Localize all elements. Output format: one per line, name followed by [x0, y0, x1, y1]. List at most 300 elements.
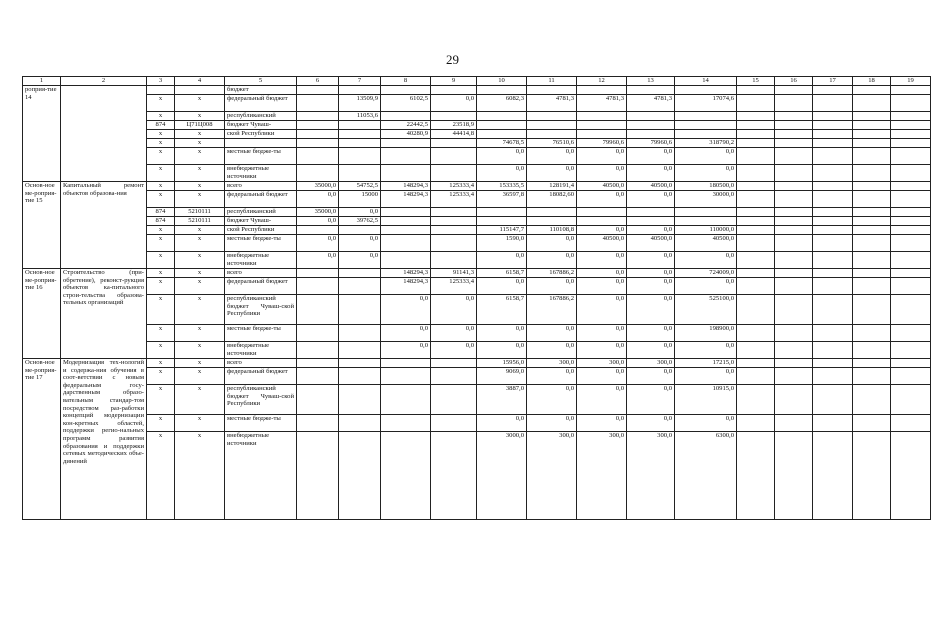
amount-cell: 3887,0 [477, 385, 527, 415]
amount-cell: 79960,6 [627, 139, 675, 148]
funding-source: внебюджетные источники [225, 342, 297, 359]
empty-cell [737, 182, 775, 191]
grbs-code: x [147, 342, 175, 359]
empty-cell [737, 191, 775, 208]
amount-cell: 0,0 [577, 226, 627, 235]
amount-cell: 110108,8 [527, 226, 577, 235]
empty-cell [813, 86, 853, 95]
amount-cell [297, 342, 339, 359]
amount-cell [577, 130, 627, 139]
empty-cell [891, 368, 931, 385]
activity-name: Основ-ное ме-роприя-тие 17 [23, 359, 61, 520]
empty-cell [813, 415, 853, 432]
empty-cell [891, 432, 931, 520]
empty-cell [891, 359, 931, 368]
amount-cell [431, 148, 477, 165]
amount-cell: 0,0 [431, 295, 477, 325]
column-number: 9 [431, 77, 477, 86]
amount-cell: 0,0 [527, 278, 577, 295]
funding-source: ской Республики [225, 130, 297, 139]
empty-cell [891, 121, 931, 130]
funding-source: внебюджетные источники [225, 165, 297, 182]
amount-cell: 13509,9 [339, 95, 381, 112]
empty-cell [737, 121, 775, 130]
table-row [23, 112, 931, 121]
target-article-code: x [175, 226, 225, 235]
empty-cell [737, 368, 775, 385]
target-article-code: x [175, 432, 225, 520]
amount-cell: 0,0 [675, 342, 737, 359]
table-row [23, 165, 931, 182]
funding-source: бюджет [225, 86, 297, 95]
amount-cell [675, 86, 737, 95]
amount-cell: 0,0 [577, 415, 627, 432]
amount-cell: 0,0 [431, 325, 477, 342]
amount-cell: 23518,9 [431, 121, 477, 130]
amount-cell: 0,0 [431, 95, 477, 112]
amount-cell: 0,0 [577, 252, 627, 269]
grbs-code: x [147, 325, 175, 342]
amount-cell: 40500,0 [577, 182, 627, 191]
empty-cell [813, 295, 853, 325]
amount-cell [339, 325, 381, 342]
amount-cell [577, 208, 627, 217]
table-row [23, 295, 931, 325]
empty-cell [737, 269, 775, 278]
amount-cell [339, 278, 381, 295]
target-article-code: x [175, 130, 225, 139]
empty-cell [853, 269, 891, 278]
amount-cell: 0,0 [527, 385, 577, 415]
target-article-code: x [175, 342, 225, 359]
target-article-code: x [175, 112, 225, 121]
amount-cell: 0,0 [431, 342, 477, 359]
amount-cell [477, 130, 527, 139]
funding-source: внебюджетные источники [225, 252, 297, 269]
amount-cell: 300,0 [627, 432, 675, 520]
amount-cell [297, 226, 339, 235]
empty-cell [737, 165, 775, 182]
empty-cell [737, 432, 775, 520]
grbs-code: 874 [147, 208, 175, 217]
column-number: 13 [627, 77, 675, 86]
amount-cell: 125333,4 [431, 191, 477, 208]
amount-cell: 198900,0 [675, 325, 737, 342]
target-article-code: 5210111 [175, 217, 225, 226]
amount-cell: 0,0 [527, 368, 577, 385]
empty-cell [737, 278, 775, 295]
amount-cell: 40500,0 [627, 235, 675, 252]
amount-cell: 6300,0 [675, 432, 737, 520]
amount-cell [675, 121, 737, 130]
amount-cell [381, 208, 431, 217]
empty-cell [891, 217, 931, 226]
column-number: 18 [853, 77, 891, 86]
amount-cell: 0,0 [477, 325, 527, 342]
grbs-code: x [147, 278, 175, 295]
empty-cell [853, 112, 891, 121]
amount-cell: 525100,0 [675, 295, 737, 325]
table-row [23, 415, 931, 432]
activity-description: Строительство (при-обретение), реконст-рукция объектов ка-питального строи-тельства образова-тельных организаций [61, 269, 147, 359]
column-number: 16 [775, 77, 813, 86]
grbs-code: x [147, 165, 175, 182]
amount-cell [339, 342, 381, 359]
column-number: 15 [737, 77, 775, 86]
empty-cell [737, 130, 775, 139]
amount-cell: 0,0 [527, 342, 577, 359]
target-article-code: x [175, 295, 225, 325]
amount-cell [675, 217, 737, 226]
funding-source: местные бюдже-ты [225, 415, 297, 432]
amount-cell [297, 112, 339, 121]
amount-cell [297, 385, 339, 415]
amount-cell [297, 130, 339, 139]
empty-cell [737, 359, 775, 368]
amount-cell: 0,0 [577, 278, 627, 295]
column-number: 2 [61, 77, 147, 86]
amount-cell: 0,0 [477, 148, 527, 165]
funding-source: федеральный бюджет [225, 95, 297, 112]
amount-cell [627, 112, 675, 121]
empty-cell [737, 385, 775, 415]
amount-cell: 0,0 [339, 208, 381, 217]
amount-cell: 0,0 [297, 252, 339, 269]
funding-source: республиканский бюджет Чуваш-ской Республики [225, 385, 297, 415]
empty-cell [737, 208, 775, 217]
amount-cell: 0,0 [477, 252, 527, 269]
amount-cell [527, 112, 577, 121]
amount-cell [297, 295, 339, 325]
amount-cell: 74678,5 [477, 139, 527, 148]
amount-cell [381, 368, 431, 385]
grbs-code: x [147, 182, 175, 191]
amount-cell: 318790,2 [675, 139, 737, 148]
empty-cell [891, 295, 931, 325]
empty-cell [813, 165, 853, 182]
target-article-code: x [175, 191, 225, 208]
table-row [23, 325, 931, 342]
amount-cell: 0,0 [577, 295, 627, 325]
amount-cell: 153335,5 [477, 182, 527, 191]
amount-cell: 0,0 [527, 252, 577, 269]
amount-cell [477, 112, 527, 121]
empty-cell [853, 226, 891, 235]
grbs-code: x [147, 191, 175, 208]
amount-cell: 54752,5 [339, 182, 381, 191]
amount-cell [381, 148, 431, 165]
amount-cell: 4781,3 [527, 95, 577, 112]
amount-cell: 0,0 [627, 269, 675, 278]
empty-cell [737, 415, 775, 432]
amount-cell: 6082,3 [477, 95, 527, 112]
target-article-code: x [175, 139, 225, 148]
empty-cell [891, 278, 931, 295]
funding-source: местные бюдже-ты [225, 325, 297, 342]
activity-description [61, 86, 147, 182]
amount-cell [577, 121, 627, 130]
grbs-code: x [147, 148, 175, 165]
grbs-code: x [147, 139, 175, 148]
amount-cell [627, 130, 675, 139]
empty-cell [891, 148, 931, 165]
funding-source: местные бюдже-ты [225, 235, 297, 252]
grbs-code [147, 86, 175, 95]
amount-cell: 0,0 [527, 235, 577, 252]
funding-source: федеральный бюджет [225, 191, 297, 208]
amount-cell: 0,0 [477, 165, 527, 182]
grbs-code: x [147, 95, 175, 112]
empty-cell [891, 165, 931, 182]
empty-cell [775, 252, 813, 269]
amount-cell: 6158,7 [477, 269, 527, 278]
target-article-code: x [175, 368, 225, 385]
empty-cell [775, 295, 813, 325]
amount-cell: 0,0 [577, 269, 627, 278]
amount-cell: 0,0 [675, 148, 737, 165]
amount-cell [297, 278, 339, 295]
page-number: 29 [446, 52, 459, 67]
amount-cell [381, 226, 431, 235]
column-number: 1 [23, 77, 61, 86]
grbs-code: x [147, 252, 175, 269]
column-number: 17 [813, 77, 853, 86]
empty-cell [891, 252, 931, 269]
amount-cell: 0,0 [381, 295, 431, 325]
amount-cell [527, 130, 577, 139]
empty-cell [737, 86, 775, 95]
amount-cell [675, 130, 737, 139]
empty-cell [813, 226, 853, 235]
amount-cell [381, 415, 431, 432]
table-row [23, 278, 931, 295]
amount-cell: 0,0 [381, 342, 431, 359]
empty-cell [813, 235, 853, 252]
empty-cell [853, 208, 891, 217]
empty-cell [853, 295, 891, 325]
amount-cell: 300,0 [577, 359, 627, 368]
amount-cell [627, 208, 675, 217]
empty-cell [891, 235, 931, 252]
empty-cell [775, 182, 813, 191]
table-row [23, 217, 931, 226]
empty-cell [891, 325, 931, 342]
amount-cell: 167886,2 [527, 295, 577, 325]
column-number: 12 [577, 77, 627, 86]
empty-cell [853, 95, 891, 112]
amount-cell [431, 165, 477, 182]
amount-cell [577, 217, 627, 226]
target-article-code: x [175, 385, 225, 415]
amount-cell [297, 269, 339, 278]
amount-cell: 0,0 [675, 415, 737, 432]
amount-cell: 0,0 [627, 165, 675, 182]
amount-cell: 6158,7 [477, 295, 527, 325]
grbs-code: x [147, 415, 175, 432]
amount-cell: 30000,0 [675, 191, 737, 208]
amount-cell [339, 130, 381, 139]
amount-cell [381, 432, 431, 520]
empty-cell [891, 269, 931, 278]
empty-cell [737, 235, 775, 252]
amount-cell: 18082,60 [527, 191, 577, 208]
amount-cell: 300,0 [527, 359, 577, 368]
funding-source [225, 139, 297, 148]
empty-cell [737, 295, 775, 325]
grbs-code: 874 [147, 121, 175, 130]
empty-cell [737, 139, 775, 148]
empty-cell [775, 112, 813, 121]
empty-cell [853, 368, 891, 385]
empty-cell [813, 325, 853, 342]
amount-cell [339, 359, 381, 368]
amount-cell: 40500,0 [577, 235, 627, 252]
funding-source: республиканский [225, 208, 297, 217]
empty-cell [891, 86, 931, 95]
amount-cell: 180500,0 [675, 182, 737, 191]
amount-cell [297, 432, 339, 520]
empty-cell [813, 278, 853, 295]
empty-cell [775, 342, 813, 359]
column-number: 19 [891, 77, 931, 86]
column-number: 11 [527, 77, 577, 86]
amount-cell: 148294,3 [381, 278, 431, 295]
amount-cell: 4781,3 [577, 95, 627, 112]
empty-cell [737, 342, 775, 359]
amount-cell: 125333,4 [431, 278, 477, 295]
amount-cell: 0,0 [627, 252, 675, 269]
amount-cell [297, 139, 339, 148]
amount-cell [527, 86, 577, 95]
budget-table [22, 76, 931, 520]
grbs-code: x [147, 112, 175, 121]
amount-cell [297, 325, 339, 342]
target-article-code: x [175, 95, 225, 112]
amount-cell [297, 121, 339, 130]
empty-cell [853, 191, 891, 208]
amount-cell: 0,0 [381, 325, 431, 342]
funding-source: всего [225, 359, 297, 368]
grbs-code: x [147, 385, 175, 415]
table-row [23, 86, 931, 95]
amount-cell [431, 139, 477, 148]
amount-cell [527, 121, 577, 130]
amount-cell: 36597,8 [477, 191, 527, 208]
empty-cell [775, 359, 813, 368]
empty-cell [853, 86, 891, 95]
amount-cell [297, 415, 339, 432]
empty-cell [891, 112, 931, 121]
empty-cell [775, 235, 813, 252]
target-article-code: 5210111 [175, 208, 225, 217]
amount-cell: 0,0 [675, 278, 737, 295]
target-article-code: x [175, 269, 225, 278]
column-number-row [23, 77, 931, 86]
empty-cell [853, 235, 891, 252]
amount-cell: 0,0 [577, 325, 627, 342]
funding-source: бюджет Чуваш- [225, 121, 297, 130]
target-article-code: x [175, 359, 225, 368]
amount-cell: 110000,0 [675, 226, 737, 235]
target-article-code: Ц71Ц008 [175, 121, 225, 130]
column-number: 6 [297, 77, 339, 86]
empty-cell [813, 385, 853, 415]
table-row [23, 432, 931, 520]
empty-cell [813, 217, 853, 226]
amount-cell: 40500,0 [675, 235, 737, 252]
grbs-code: 874 [147, 217, 175, 226]
amount-cell: 300,0 [577, 432, 627, 520]
empty-cell [775, 208, 813, 217]
empty-cell [737, 226, 775, 235]
amount-cell: 15956,0 [477, 359, 527, 368]
target-article-code: x [175, 165, 225, 182]
amount-cell: 0,0 [627, 295, 675, 325]
amount-cell: 0,0 [477, 342, 527, 359]
empty-cell [853, 252, 891, 269]
empty-cell [853, 432, 891, 520]
amount-cell: 15000 [339, 191, 381, 208]
amount-cell [297, 148, 339, 165]
amount-cell [477, 86, 527, 95]
empty-cell [891, 415, 931, 432]
amount-cell: 35000,0 [297, 182, 339, 191]
amount-cell [477, 217, 527, 226]
target-article-code: x [175, 278, 225, 295]
amount-cell: 4781,3 [627, 95, 675, 112]
amount-cell: 0,0 [577, 148, 627, 165]
empty-cell [775, 165, 813, 182]
amount-cell [381, 217, 431, 226]
amount-cell [577, 112, 627, 121]
table-row [23, 235, 931, 252]
empty-cell [813, 359, 853, 368]
empty-cell [775, 385, 813, 415]
amount-cell: 0,0 [527, 325, 577, 342]
amount-cell: 35000,0 [297, 208, 339, 217]
amount-cell: 0,0 [477, 415, 527, 432]
amount-cell: 1590,0 [477, 235, 527, 252]
empty-cell [813, 208, 853, 217]
empty-cell [775, 217, 813, 226]
amount-cell: 22442,5 [381, 121, 431, 130]
amount-cell: 300,0 [627, 359, 675, 368]
amount-cell: 79960,6 [577, 139, 627, 148]
amount-cell [381, 385, 431, 415]
table-row [23, 359, 931, 368]
target-article-code: x [175, 148, 225, 165]
empty-cell [891, 385, 931, 415]
target-article-code: x [175, 415, 225, 432]
amount-cell: 0,0 [527, 415, 577, 432]
empty-cell [853, 359, 891, 368]
empty-cell [813, 368, 853, 385]
amount-cell [339, 139, 381, 148]
amount-cell [297, 368, 339, 385]
empty-cell [813, 191, 853, 208]
amount-cell: 39762,5 [339, 217, 381, 226]
amount-cell: 0,0 [527, 165, 577, 182]
empty-cell [775, 86, 813, 95]
amount-cell: 9069,0 [477, 368, 527, 385]
empty-cell [737, 95, 775, 112]
amount-cell [381, 86, 431, 95]
amount-cell [627, 217, 675, 226]
amount-cell [431, 432, 477, 520]
amount-cell: 0,0 [339, 252, 381, 269]
amount-cell: 167886,2 [527, 269, 577, 278]
column-number: 5 [225, 77, 297, 86]
